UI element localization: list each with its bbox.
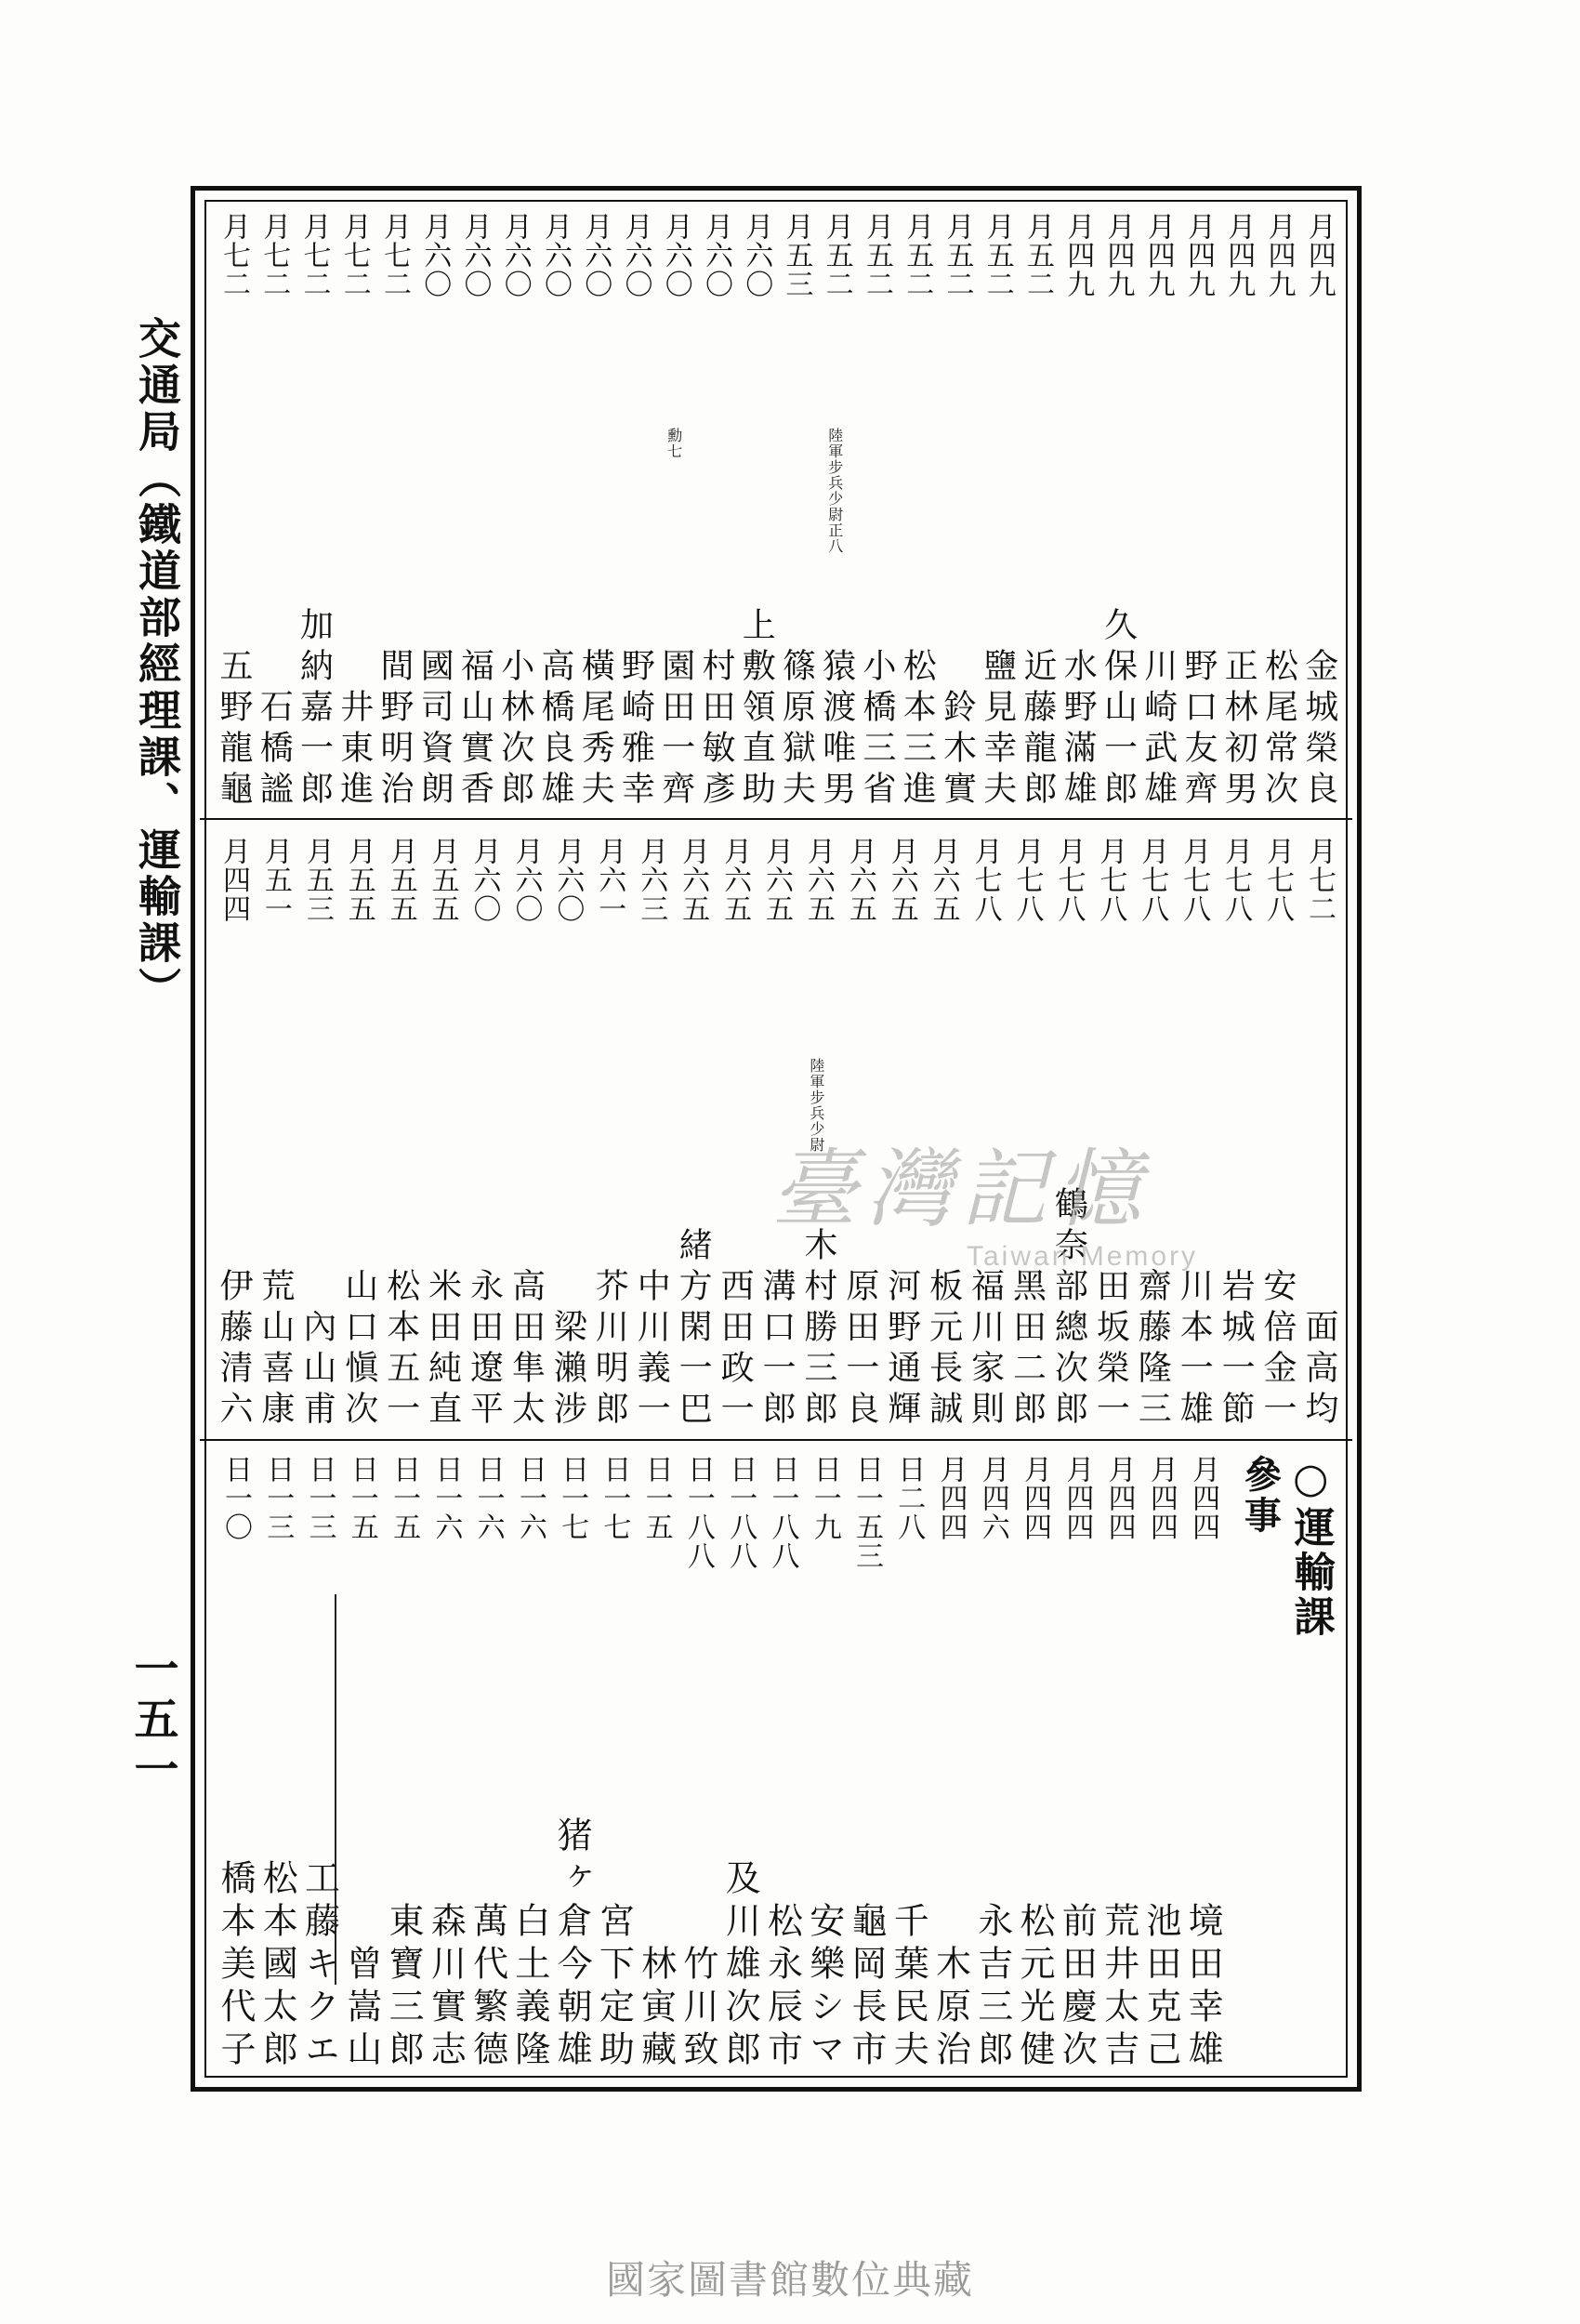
staff-name: 山口愼次 xyxy=(339,1268,378,1432)
staff-name: 松本五一 xyxy=(381,1268,420,1432)
roster-entry xyxy=(888,1455,928,2073)
appointment-date: 月七八 xyxy=(1136,837,1169,923)
staff-name: 小林次郎 xyxy=(495,648,534,812)
roster-entry xyxy=(1300,212,1337,812)
staff-name: 木村勝三郎 xyxy=(798,1227,837,1432)
roster-entry xyxy=(883,837,920,1432)
roster-band-1 xyxy=(209,212,1343,812)
appointment-date: 月四四 xyxy=(1144,1455,1178,1541)
roster-entry xyxy=(939,212,976,812)
appointment-date: 月四四 xyxy=(934,1455,968,1541)
rank-note: 陸軍步兵少尉 xyxy=(807,1058,825,1153)
roster-entry xyxy=(1260,212,1297,812)
appointment-date: 月四四 xyxy=(1102,1455,1136,1541)
appointment-date: 月六〇 xyxy=(498,212,532,298)
roster-entry xyxy=(548,837,586,1432)
appointment-date: 月七八 xyxy=(968,837,1002,923)
roster-entry xyxy=(1099,212,1137,812)
staff-name: 萬代繁德 xyxy=(467,1902,508,2073)
staff-name: 野口友齊 xyxy=(1179,648,1218,812)
roster-band-3 xyxy=(209,1455,1343,2073)
appointment-date: 月六三 xyxy=(635,837,668,923)
staff-name: 松元光健 xyxy=(1014,1902,1056,2073)
appointment-date: 月七八 xyxy=(1010,837,1044,923)
staff-name: 正林初男 xyxy=(1219,648,1258,812)
staff-name: 東寶三郎 xyxy=(383,1902,425,2073)
roster-entry xyxy=(1219,212,1257,812)
roster-entry xyxy=(1140,1455,1181,2073)
staff-name: 野崎雅幸 xyxy=(616,648,655,812)
staff-name: 池田克己 xyxy=(1139,1902,1181,2073)
roster-band-2 xyxy=(209,837,1343,1432)
page-number: 一五一 xyxy=(126,1645,178,1796)
band-divider xyxy=(200,1439,1352,1441)
roster-entry xyxy=(1056,1455,1097,2073)
appointment-date: 月五五 xyxy=(342,837,375,923)
staff-name: 村田敏彥 xyxy=(697,648,735,812)
staff-name: 篠原獄夫 xyxy=(777,648,816,812)
appointment-date: 月六一 xyxy=(593,837,626,923)
roster-entry xyxy=(340,837,377,1432)
appointment-date: 月四九 xyxy=(1141,212,1175,298)
roster-entry xyxy=(415,212,453,812)
roster-entry xyxy=(761,1455,802,2073)
staff-name: 內山甫 xyxy=(297,1309,336,1432)
roster-entry xyxy=(1099,1455,1139,2073)
staff-name: 鶴奈部總次郎 xyxy=(1049,1186,1088,1432)
appointment-date: 月五一 xyxy=(258,837,292,923)
roster-entry xyxy=(576,212,613,812)
rank-note: 陸軍步兵少尉正八 xyxy=(825,428,844,554)
appointment-date: 月六五 xyxy=(677,837,710,923)
section-bracket xyxy=(335,1594,336,1985)
section-title-text: 運輸課 xyxy=(1286,1506,1335,1640)
appointment-date: 月七二 xyxy=(378,212,411,298)
staff-name: 五野龍龜 xyxy=(215,648,253,812)
roster-entry xyxy=(719,1455,760,2073)
appointment-date: 日一六 xyxy=(471,1455,505,1541)
appointment-date: 日一五 xyxy=(639,1455,673,1541)
staff-name: 板元長誠 xyxy=(924,1268,963,1432)
appointment-date: 月六〇 xyxy=(551,837,585,923)
staff-name: 荒山喜康 xyxy=(256,1268,295,1432)
staff-name: 近藤龍郎 xyxy=(1019,648,1057,812)
footer-credit: 國家圖書館數位典藏 xyxy=(605,2257,974,2303)
appointment-date: 月六〇 xyxy=(579,212,612,298)
roster-entry xyxy=(382,837,419,1432)
roster-entry xyxy=(657,212,694,812)
roster-entry xyxy=(1182,1455,1223,2073)
staff-name: 田坂榮一 xyxy=(1091,1268,1130,1432)
staff-name: 橫尾秀夫 xyxy=(576,648,615,812)
roster-entry xyxy=(1014,1455,1055,2073)
appointment-date: 日一八八 xyxy=(681,1455,715,1570)
appointment-date: 月四四 xyxy=(1019,1455,1052,1541)
appointment-date: 月五二 xyxy=(941,212,974,298)
appointment-date: 日一七 xyxy=(598,1455,631,1541)
roster-entry xyxy=(799,837,836,1432)
roster-entry xyxy=(424,837,461,1432)
roster-entry xyxy=(898,212,935,812)
staff-name: 宮下定助 xyxy=(593,1902,635,2073)
staff-name: 龜岡長市 xyxy=(845,1902,887,2073)
staff-name: 猿渡唯男 xyxy=(817,648,856,812)
roster-entry xyxy=(972,1455,1013,2073)
staff-name: 間野明治 xyxy=(375,648,414,812)
band-divider xyxy=(200,818,1352,820)
staff-name: 河野通輝 xyxy=(882,1268,921,1432)
roster-entry xyxy=(979,212,1016,812)
appointment-date: 日一八八 xyxy=(724,1455,757,1570)
roster-entry xyxy=(296,212,333,812)
staff-name: 國司資朗 xyxy=(415,648,454,812)
appointment-date: 日一五三 xyxy=(849,1455,883,1570)
staff-name: 井東進 xyxy=(335,689,374,812)
staff-name: 福山實香 xyxy=(455,648,494,812)
staff-name: 黑田二郎 xyxy=(1007,1268,1047,1432)
staff-name: 安樂シマ xyxy=(803,1902,845,2073)
staff-name: 橋本美代子 xyxy=(215,1859,256,2073)
appointment-date: 月四九 xyxy=(1302,212,1336,298)
roster-entry xyxy=(456,212,494,812)
roster-entry xyxy=(590,837,627,1432)
staff-name: 小橋三省 xyxy=(858,648,896,812)
appointment-date: 日一九 xyxy=(808,1455,841,1541)
appointment-date: 月六〇 xyxy=(619,212,652,298)
appointment-date: 日一六 xyxy=(429,1455,463,1541)
role-title: 參事 xyxy=(1238,1455,1283,1537)
roster-entry xyxy=(697,212,734,812)
appointment-date: 日一〇 xyxy=(219,1455,252,1541)
section-heading xyxy=(1282,1455,1337,2073)
roster-entry xyxy=(967,837,1004,1432)
watermark-subtitle: Taiwan Memory xyxy=(967,1241,1199,1272)
appointment-date: 月七二 xyxy=(1302,837,1336,923)
roster-entry xyxy=(1008,837,1046,1432)
roster-entry xyxy=(757,837,795,1432)
appointment-date: 月五五 xyxy=(384,837,417,923)
roster-entry xyxy=(299,1455,340,2073)
roster-entry xyxy=(678,1455,718,2073)
staff-name: 加納嘉一郎 xyxy=(295,607,334,812)
appointment-date: 月六五 xyxy=(718,837,752,923)
roster-entry xyxy=(674,837,711,1432)
appointment-date: 月七二 xyxy=(217,212,250,298)
appointment-date: 月五二 xyxy=(1021,212,1054,298)
roster-entry xyxy=(1179,212,1217,812)
roster-entry xyxy=(375,212,413,812)
staff-name: 溝口一郎 xyxy=(757,1268,796,1432)
roster-entry xyxy=(466,837,503,1432)
roster-entry xyxy=(858,212,895,812)
staff-name: 久保山一郎 xyxy=(1099,607,1138,812)
staff-name: 林寅藏 xyxy=(635,1945,677,2073)
roster-entry xyxy=(1059,212,1096,812)
appointment-date: 月六〇 xyxy=(659,212,692,298)
appointment-date: 日一五 xyxy=(345,1455,378,1541)
roster-entry xyxy=(257,837,294,1432)
roster-entry xyxy=(1175,837,1212,1432)
roster-entry xyxy=(778,212,815,812)
roster-entry xyxy=(215,837,252,1432)
staff-name: 川崎武雄 xyxy=(1139,648,1178,812)
staff-name: 緒方閑一巴 xyxy=(674,1227,713,1432)
staff-name: 安倍金一 xyxy=(1258,1268,1297,1432)
staff-name: 高田隼太 xyxy=(507,1268,546,1432)
roster-entry xyxy=(507,837,544,1432)
appointment-date: 月七二 xyxy=(257,212,291,298)
staff-name: 芥川明郎 xyxy=(590,1268,629,1432)
appointment-date: 月五二 xyxy=(861,212,893,298)
appointment-date: 月七二 xyxy=(337,212,371,298)
roster-entry xyxy=(298,837,336,1432)
staff-name: 工藤キクエ xyxy=(298,1859,340,2073)
roster-entry xyxy=(341,1455,382,2073)
staff-name: 松本三進 xyxy=(898,648,937,812)
staff-name: 白土義隆 xyxy=(508,1902,550,2073)
appointment-date: 月五三 xyxy=(300,837,334,923)
roster-entry xyxy=(632,837,669,1432)
appointment-date: 月四六 xyxy=(976,1455,1009,1541)
roster-entry xyxy=(930,1455,971,2073)
appointment-date: 月七八 xyxy=(1219,837,1253,923)
appointment-date: 日一五 xyxy=(388,1455,421,1541)
roster-entry xyxy=(1049,837,1086,1432)
staff-name: 岩城一節 xyxy=(1217,1268,1256,1432)
staff-name: 西田政一 xyxy=(716,1268,755,1432)
appointment-date: 月四九 xyxy=(1101,212,1135,298)
staff-name: 荒井太吉 xyxy=(1098,1902,1139,2073)
staff-name: 上敷領直助 xyxy=(737,607,776,812)
staff-name: 松尾常次 xyxy=(1259,648,1298,812)
staff-name: 石橋謐 xyxy=(255,689,294,812)
appointment-date: 月六〇 xyxy=(509,837,543,923)
appointment-date: 月四九 xyxy=(1222,212,1256,298)
staff-name: 水野滿雄 xyxy=(1059,648,1098,812)
staff-name: 曾嵩山 xyxy=(340,1945,382,2073)
roster-entry xyxy=(383,1455,424,2073)
roster-entry xyxy=(496,212,533,812)
staff-name: 福川家則 xyxy=(966,1268,1005,1432)
appointment-date: 月五二 xyxy=(901,212,934,298)
roster-entry xyxy=(215,212,252,812)
roster-entry xyxy=(1300,837,1337,1432)
running-head: 交通局（鐵道部經理課、運輸課） xyxy=(132,316,182,1013)
appointment-date: 月五二 xyxy=(820,212,853,298)
appointment-date: 月四四 xyxy=(1187,1455,1220,1541)
staff-name: 木原治 xyxy=(929,1945,971,2073)
section-title-prefix: ○ xyxy=(1286,1455,1335,1506)
roster-entry xyxy=(1139,212,1177,812)
appointment-date: 月四九 xyxy=(1262,212,1296,298)
roster-entry xyxy=(1133,837,1170,1432)
staff-name: 高橋良雄 xyxy=(536,648,574,812)
appointment-date: 月五五 xyxy=(426,837,459,923)
appointment-date: 月七八 xyxy=(1094,837,1127,923)
appointment-date: 月六五 xyxy=(843,837,876,923)
appointment-date: 日一七 xyxy=(556,1455,589,1541)
watermark-title: 臺灣記憶 xyxy=(771,1140,1152,1239)
roster-entry xyxy=(804,1455,845,2073)
staff-name: 米田純直 xyxy=(423,1268,462,1432)
roster-entry xyxy=(716,837,753,1432)
appointment-date: 月七八 xyxy=(1178,837,1211,923)
staff-name: 永田遼平 xyxy=(465,1268,504,1432)
roster-entry xyxy=(636,1455,677,2073)
appointment-date: 日一六 xyxy=(513,1455,546,1541)
staff-name: 境田幸雄 xyxy=(1182,1902,1224,2073)
roster-entry xyxy=(536,212,573,812)
staff-name: 竹川致 xyxy=(677,1945,718,2073)
staff-name: 梁瀨涉 xyxy=(548,1309,587,1432)
roster-entry xyxy=(509,1455,550,2073)
section-title xyxy=(1282,1455,1337,1640)
roster-entry xyxy=(1019,212,1056,812)
roster-entry xyxy=(1258,837,1296,1432)
appointment-date: 月六五 xyxy=(885,837,918,923)
staff-name: 松本國太郎 xyxy=(257,1859,298,2073)
appointment-date: 月六〇 xyxy=(458,212,492,298)
staff-name: 園田一齊 xyxy=(656,648,695,812)
appointment-date: 月五三 xyxy=(780,212,813,298)
roster-entry xyxy=(215,1455,256,2073)
appointment-date: 月六〇 xyxy=(539,212,572,298)
roster-entry xyxy=(737,212,774,812)
roster-entry xyxy=(467,1455,508,2073)
roster-entry xyxy=(617,212,654,812)
staff-name: 伊藤清六 xyxy=(215,1268,253,1432)
staff-name: 川本一雄 xyxy=(1175,1268,1214,1432)
staff-name: 永吉三郎 xyxy=(971,1902,1013,2073)
appointment-date: 月六〇 xyxy=(700,212,732,298)
roster-entry xyxy=(1091,837,1128,1432)
staff-name: 原田一良 xyxy=(840,1268,879,1432)
staff-name: 面高均 xyxy=(1299,1309,1338,1432)
appointment-date: 日一八八 xyxy=(766,1455,799,1570)
staff-name: 鹽見幸夫 xyxy=(978,648,1017,812)
appointment-date: 月五二 xyxy=(981,212,1014,298)
roster-entry xyxy=(257,1455,297,2073)
appointment-date: 日一三 xyxy=(303,1455,336,1541)
appointment-date: 日一三 xyxy=(261,1455,295,1541)
appointment-date: 月四九 xyxy=(1061,212,1095,298)
appointment-date: 月六五 xyxy=(927,837,960,923)
staff-name: 及川雄次郎 xyxy=(719,1859,761,2073)
roster-entry xyxy=(841,837,878,1432)
staff-name: 中川義一 xyxy=(632,1268,671,1432)
staff-name: 猪ヶ倉今朝雄 xyxy=(551,1816,593,2073)
staff-name: 千葉民夫 xyxy=(888,1902,929,2073)
roster-entry xyxy=(425,1455,466,2073)
appointment-date: 月七八 xyxy=(1261,837,1295,923)
roster-entry xyxy=(818,212,855,812)
roster-entry xyxy=(1217,837,1254,1432)
appointment-date: 月七二 xyxy=(297,212,331,298)
role-heading xyxy=(1224,1455,1283,2073)
appointment-date: 月六五 xyxy=(759,837,793,923)
roster-entry xyxy=(925,837,962,1432)
appointment-date: 月四四 xyxy=(217,837,250,923)
staff-name: 鈴木實 xyxy=(938,689,977,812)
appointment-date: 月六〇 xyxy=(418,212,452,298)
appointment-date: 月七八 xyxy=(1052,837,1086,923)
roster-entry xyxy=(846,1455,887,2073)
rank-note: 勳七 xyxy=(665,428,683,459)
appointment-date: 月四九 xyxy=(1182,212,1215,298)
roster-entry xyxy=(336,212,373,812)
appointment-date: 月四四 xyxy=(1060,1455,1094,1541)
roster-entry xyxy=(593,1455,634,2073)
roster-entry xyxy=(255,212,292,812)
staff-name: 金城榮良 xyxy=(1299,648,1338,812)
appointment-date: 月六〇 xyxy=(740,212,773,298)
staff-name: 齋藤隆三 xyxy=(1133,1268,1172,1432)
staff-name: 前田慶次 xyxy=(1056,1902,1098,2073)
staff-name: 松永辰市 xyxy=(761,1902,803,2073)
appointment-date: 月六〇 xyxy=(467,837,501,923)
staff-name: 森川實志 xyxy=(425,1902,467,2073)
appointment-date: 月六五 xyxy=(801,837,835,923)
appointment-date: 日二八 xyxy=(892,1455,926,1541)
roster-entry xyxy=(551,1455,592,2073)
